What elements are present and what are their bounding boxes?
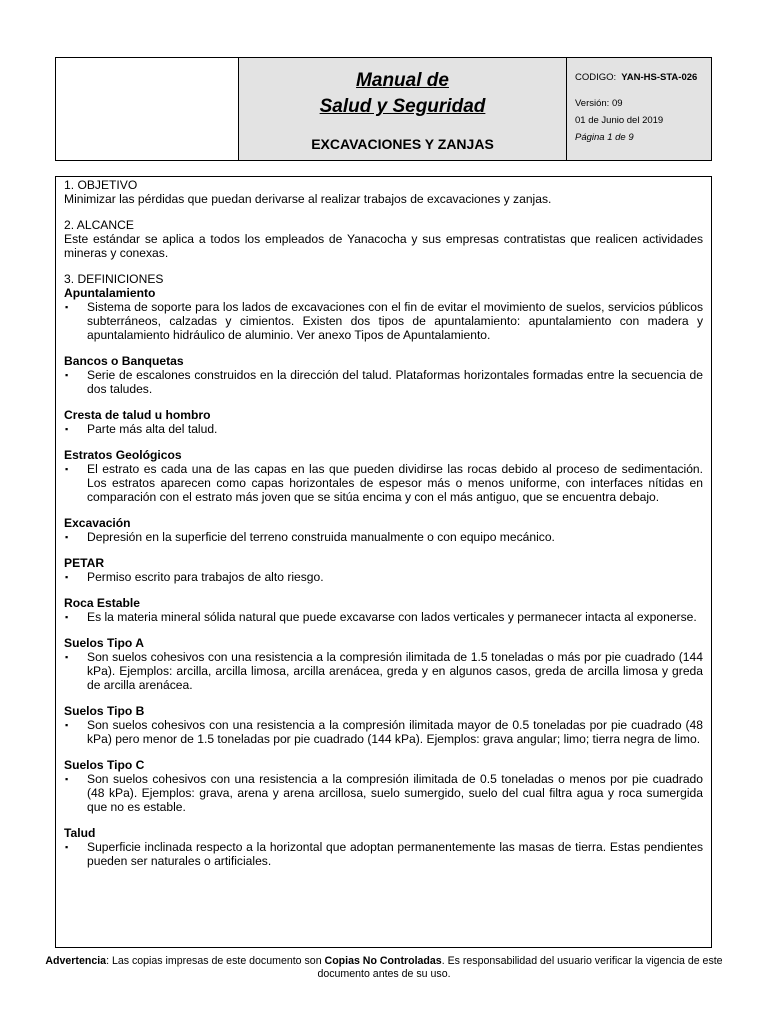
document-code: [575, 72, 705, 83]
definition-item: [64, 758, 703, 814]
definition-item: [64, 516, 703, 544]
definition-item: [64, 556, 703, 584]
definition-text: Sistema de soporte para los lados de excavaciones con el fin de evitar el movimiento de suelos, servicios públicos subterráneos, calzadas y cimientos. Existen dos tipos de apuntalamiento: apuntalamiento con madera y apuntalamiento hidráulico de aluminio. Ver anexo Tipos de Apuntalamiento.: [87, 300, 703, 342]
definition-item: [64, 448, 703, 504]
definition-item: [64, 354, 703, 396]
definition-term: Bancos o Banquetas: [64, 354, 184, 368]
definition-item: [64, 704, 703, 746]
section-alcance-title: 2. ALCANCE: [64, 218, 134, 232]
definition-term: Suelos Tipo A: [64, 636, 144, 650]
definition-text: Parte más alta del talud.: [87, 422, 218, 436]
bullet-icon: ▪: [65, 464, 69, 474]
bullet-icon: ▪: [65, 652, 69, 662]
definition-text: Son suelos cohesivos con una resistencia a la compresión ilimitada de 0.5 toneladas o menos por pie cuadrado (48 kPa). Ejemplos: grava, arena y arena arcillosa, suelo sumergido, suelo del cual filtra agua y roca sumergida que no es estable.: [87, 772, 703, 814]
definition-term: PETAR: [64, 556, 105, 570]
document-version: Versión: 09: [575, 98, 623, 109]
definition-text: Es la materia mineral sólida natural que puede excavarse con lados verticales y permanecer intacta al exponerse.: [87, 610, 697, 624]
definition-term: Apuntalamiento: [64, 286, 156, 300]
definition-text: Son suelos cohesivos con una resistencia a la compresión ilimitada de 1.5 toneladas o más por pie cuadrado (144 kPa). Ejemplos: arcilla, arcilla limosa, arcilla arenácea, greda y en algunos casos, greda de arcilla limosa y greda de arcilla arenácea.: [87, 650, 703, 692]
document-subtitle: EXCAVACIONES Y ZANJAS: [311, 136, 494, 152]
bullet-icon: ▪: [65, 532, 69, 542]
definition-text: El estrato es cada una de las capas en las que pueden dividirse las rocas debido al proceso de sedimentación. Los estratos aparecen como capas horizontales de espesor más o menos uniforme, con interfaces nítidas en comparación con el estrato más joven que se sitúa encima y con el más antiguo, que se encuentra debajo.: [87, 462, 703, 504]
bullet-icon: ▪: [65, 612, 69, 622]
bullet-icon: ▪: [65, 572, 69, 582]
definition-term: Suelos Tipo B: [64, 704, 145, 718]
definition-term: Estratos Geológicos: [64, 448, 182, 462]
warning-text-b: . Es responsabilidad del usuario verificar la vigencia de este documento antes de su uso.: [317, 955, 723, 980]
definition-item: [64, 596, 703, 624]
code-value: YAN-HS-STA-026: [621, 72, 698, 83]
logo-cell: [56, 58, 239, 160]
definition-text: Serie de escalones construidos en la dirección del talud. Plataformas horizontales formadas entre la secuencia de dos taludes.: [87, 368, 703, 396]
manual-title-line1: Manual de: [356, 70, 449, 91]
code-label: CODIGO:: [575, 72, 617, 83]
definition-term: Excavación: [64, 516, 131, 530]
warning-text-a: : Las copias impresas de este documento son: [106, 955, 325, 967]
definition-text: Superficie inclinada respecto a la horizontal que adoptan permanentemente las masas de tierra. Estas pendientes pueden ser naturales o artificiales.: [87, 840, 703, 868]
page-number: Página 1 de 9: [575, 132, 634, 143]
footer-warning: [40, 955, 728, 981]
bullet-icon: ▪: [65, 424, 69, 434]
document-date: 01 de Junio del 2019: [575, 115, 664, 126]
definition-text: Permiso escrito para trabajos de alto riesgo.: [87, 570, 324, 584]
definition-item: [64, 408, 703, 436]
definition-item: [64, 826, 703, 868]
definition-item: [64, 286, 703, 342]
definition-term: Suelos Tipo C: [64, 758, 145, 772]
document-header: [55, 57, 712, 161]
section-definiciones-title: 3. DEFINICIONES: [64, 272, 164, 286]
definition-text: Son suelos cohesivos con una resistencia a la compresión ilimitada mayor de 0.5 toneladas por pie cuadrado (48 kPa) pero menor de 1.5 toneladas por pie cuadrado (144 kPa). Ejemplos: grava angular; limo; tierra negra de limo.: [87, 718, 703, 746]
warning-emphasis: Copias No Controladas: [324, 955, 442, 967]
bullet-icon: ▪: [65, 302, 69, 312]
definition-term: Roca Estable: [64, 596, 140, 610]
section-alcance-text: Este estándar se aplica a todos los empleados de Yanacocha y sus empresas contratistas que realicen actividades mineras y conexas.: [64, 232, 703, 260]
title-cell: [239, 58, 567, 160]
section-objetivo-title: 1. OBJETIVO: [64, 178, 138, 192]
definition-term: Cresta de talud u hombro: [64, 408, 211, 422]
section-objetivo-text: Minimizar las pérdidas que puedan derivarse al realizar trabajos de excavaciones y zanjas.: [64, 192, 552, 206]
definition-text: Depresión en la superficie del terreno construida manualmente o con equipo mecánico.: [87, 530, 555, 544]
definition-item: [64, 636, 703, 692]
document-body: [55, 176, 712, 948]
bullet-icon: ▪: [65, 720, 69, 730]
bullet-icon: ▪: [65, 842, 69, 852]
warning-label: Advertencia: [45, 955, 107, 967]
manual-title-line2: Salud y Seguridad: [319, 96, 486, 117]
definition-term: Talud: [64, 826, 96, 840]
bullet-icon: ▪: [65, 370, 69, 380]
bullet-icon: ▪: [65, 774, 69, 784]
document-info-cell: [567, 58, 711, 160]
